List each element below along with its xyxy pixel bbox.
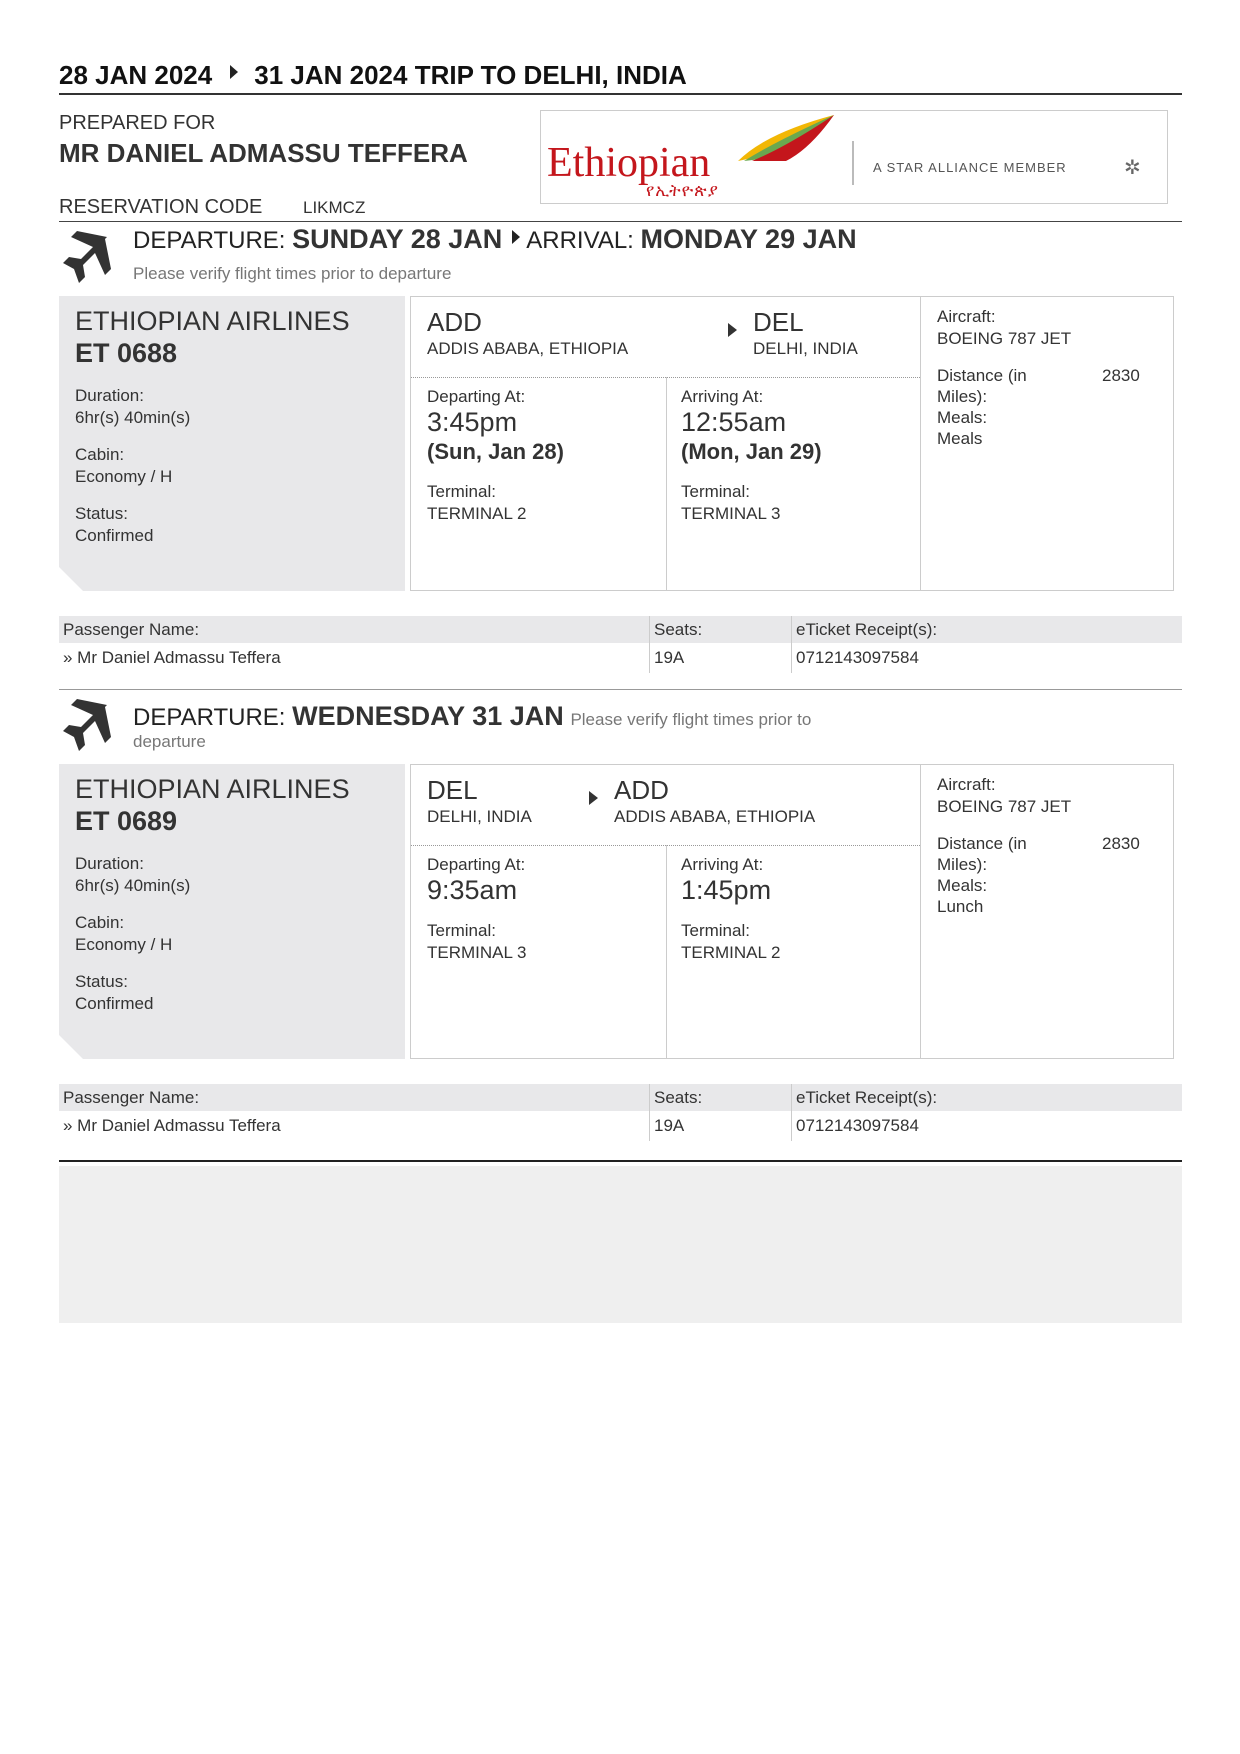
arrival-terminal: TERMINAL 2 (681, 943, 781, 962)
arrival-terminal-label: Terminal: (681, 921, 750, 940)
flight-number: ET 0689 (75, 806, 178, 836)
departure-terminal: TERMINAL 2 (427, 504, 527, 523)
column-divider (920, 297, 921, 591)
flight-1-summary (59, 296, 405, 591)
destination-city: ADDIS ABABA, ETHIOPIA (614, 807, 816, 826)
departing-label: Departing At: (427, 387, 526, 406)
trip-start-date: 28 JAN 2024 (59, 60, 213, 90)
logo-wordmark: Ethiopian (547, 140, 711, 186)
airplane-icon (61, 225, 121, 287)
distance-label-cont: Miles): (937, 855, 988, 874)
departure-day: SUNDAY 28 JAN (292, 224, 503, 254)
aircraft-value: BOEING 787 JET (937, 797, 1072, 816)
origin-code: DEL (427, 775, 478, 805)
eticket-number: 0712143097584 (796, 648, 919, 667)
arriving-time: 1:45pm (681, 875, 772, 905)
status-label: Status: (75, 504, 128, 523)
passenger-table-header (59, 616, 1182, 643)
departure-terminal-label: Terminal: (427, 482, 496, 501)
seats-header: Seats: (654, 1088, 703, 1107)
footer-divider (59, 1160, 1182, 1162)
meals-value: Meals (937, 429, 983, 448)
duration-value: 6hr(s) 40min(s) (75, 876, 191, 895)
arrow-right-icon (512, 230, 520, 244)
verify-note: Please verify flight times prior to (570, 710, 812, 729)
arrival-day: MONDAY 29 JAN (640, 224, 857, 254)
cabin-value: Economy / H (75, 935, 173, 954)
eticket-header: eTicket Receipt(s): (796, 620, 938, 639)
arriving-label: Arriving At: (681, 855, 764, 874)
reservation-code: LIKMCZ (303, 198, 366, 217)
airline-name: ETHIOPIAN AIRLINES (75, 306, 350, 336)
passenger-name: » Mr Daniel Admassu Teffera (63, 648, 281, 667)
origin-city: ADDIS ABABA, ETHIOPIA (427, 339, 629, 358)
status-value: Confirmed (75, 994, 154, 1013)
seat-number: 19A (654, 1116, 685, 1135)
departing-time: 3:45pm (427, 407, 518, 437)
star-alliance-icon: ✲ (1124, 157, 1141, 179)
section-divider (59, 689, 1182, 690)
passenger-name-heading: MR DANIEL ADMASSU TEFFERA (59, 138, 468, 168)
flight-2-summary (59, 764, 405, 1059)
flight-2-route (410, 764, 1174, 1059)
trip-title (59, 60, 687, 91)
status-value: Confirmed (75, 526, 154, 545)
meals-value: Lunch (937, 897, 984, 916)
route-header (411, 297, 920, 378)
destination-city: DELHI, INDIA (753, 339, 858, 358)
destination-code: ADD (614, 775, 669, 805)
duration-value: 6hr(s) 40min(s) (75, 408, 191, 427)
departing-label: Departing At: (427, 855, 526, 874)
trip-destination: TRIP TO DELHI, INDIA (414, 60, 687, 90)
origin-code: ADD (427, 307, 482, 337)
origin-city: DELHI, INDIA (427, 807, 532, 826)
passenger-name-header: Passenger Name: (63, 620, 200, 639)
meals-label: Meals: (937, 876, 988, 895)
arrival-terminal: TERMINAL 3 (681, 504, 781, 523)
departure-day: WEDNESDAY 31 JAN (292, 701, 564, 731)
departure-label: DEPARTURE: (133, 227, 286, 254)
flight-2-departure-line (133, 701, 811, 732)
route-arrow-icon (728, 323, 737, 337)
arriving-date: (Mon, Jan 29) (681, 439, 822, 464)
aircraft-value: BOEING 787 JET (937, 329, 1072, 348)
departing-time: 9:35am (427, 875, 518, 905)
cabin-value: Economy / H (75, 467, 173, 486)
cabin-label: Cabin: (75, 913, 125, 932)
verify-note: Please verify flight times prior to departure (133, 264, 452, 283)
arriving-time: 12:55am (681, 407, 787, 437)
status-label: Status: (75, 972, 128, 991)
seats-header: Seats: (654, 620, 703, 639)
duration-label: Duration: (75, 854, 144, 873)
passenger-table-header (59, 1084, 1182, 1111)
table-row (59, 1111, 1182, 1141)
column-divider (666, 845, 667, 1059)
departure-terminal-label: Terminal: (427, 921, 496, 940)
airplane-icon (61, 693, 121, 755)
wing-icon (736, 113, 836, 163)
arriving-label: Arriving At: (681, 387, 764, 406)
table-row (59, 643, 1182, 673)
departing-date: (Sun, Jan 28) (427, 439, 564, 464)
distance-value: 2830 (1102, 834, 1140, 853)
trip-end-date: 31 JAN 2024 (254, 60, 408, 90)
eticket-header: eTicket Receipt(s): (796, 1088, 938, 1107)
distance-label-cont: Miles): (937, 387, 988, 406)
reservation-divider (59, 221, 1182, 222)
route-header (411, 765, 920, 846)
airline-logo (540, 110, 1168, 204)
seat-number: 19A (654, 648, 685, 667)
departure-terminal: TERMINAL 3 (427, 943, 527, 962)
flight-1-departure-line (133, 224, 857, 255)
logo-amharic-wordmark: የኢትዮጵያ (646, 181, 719, 200)
passenger-name-header: Passenger Name: (63, 1088, 200, 1107)
distance-label: Distance (in (937, 366, 1027, 385)
arrival-terminal-label: Terminal: (681, 482, 750, 501)
footer-panel (59, 1166, 1182, 1323)
arrival-label: ARRIVAL: (526, 227, 634, 254)
departure-label: DEPARTURE: (133, 704, 286, 731)
destination-code: DEL (753, 307, 804, 337)
flight-number: ET 0688 (75, 338, 178, 368)
cabin-label: Cabin: (75, 445, 125, 464)
reservation-code-label: RESERVATION CODE (59, 196, 263, 218)
route-arrow-icon (589, 791, 598, 805)
star-alliance-text: A STAR ALLIANCE MEMBER (873, 160, 1067, 175)
meals-label: Meals: (937, 408, 988, 427)
passenger-name: » Mr Daniel Admassu Teffera (63, 1116, 281, 1135)
column-divider (920, 765, 921, 1059)
aircraft-label: Aircraft: (937, 307, 996, 326)
verify-note-cont: departure (133, 732, 206, 751)
panel-notch (59, 1035, 83, 1059)
panel-notch (59, 567, 83, 591)
aircraft-label: Aircraft: (937, 775, 996, 794)
flight-1-route (410, 296, 1174, 591)
distance-label: Distance (in (937, 834, 1027, 853)
column-divider (666, 377, 667, 591)
airline-name: ETHIOPIAN AIRLINES (75, 774, 350, 804)
eticket-number: 0712143097584 (796, 1116, 919, 1135)
distance-value: 2830 (1102, 366, 1140, 385)
arrow-right-icon (230, 65, 238, 79)
header-divider (59, 93, 1182, 95)
duration-label: Duration: (75, 386, 144, 405)
prepared-for-label: PREPARED FOR (59, 112, 216, 134)
logo-divider (852, 141, 854, 185)
